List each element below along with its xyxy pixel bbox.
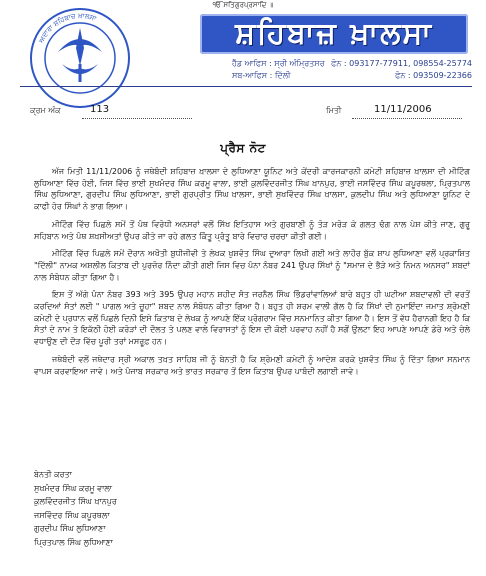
office-details [232, 58, 472, 82]
sub-office-phone: ਫੋਨ : 093509-22366 [395, 71, 472, 80]
body-paragraph: ਜਥੇਬੰਦੀ ਵਲੋਂ ਜਥੇਦਾਰ ਸ੍ਰੀ ਅਕਾਲ ਤਖ਼ਤ ਸਾਹਿਬ ਜੀ ਨੂੰ ਬੇਨਤੀ ਹੈ ਕਿ ਸ਼੍ਰੋਮਣੀ ਕਮੇਟੀ ਨੂੰ ਆਦੇਸ਼ ਕਰਕੇ ਖੁਸ਼ਵੰਤ ਸਿੰਘ ਨੂੰ ਦਿੱਤਾ ਗਿਆ ਸਨਮਾਨ ਵਾਪਸ ਕਰਵਾਇਆ ਜਾਵੇ। ਅਤੇ ਪੰਜਾਬ ਸਰਕਾਰ ਅਤੇ ਭਾਰਤ ਸਰਕਾਰ ਤੋਂ ਇਸ ਕਿਤਾਬ ਉਪਰ ਪਾਬੰਦੀ ਲਗਾਈ ਜਾਵੇ। [34, 354, 470, 376]
signoff-block [34, 468, 334, 549]
date-underline [352, 118, 462, 119]
letterhead-divider [20, 86, 472, 87]
body-paragraph: ਮੀਟਿੰਗ ਵਿੱਚ ਪਿਛਲੇ ਸਮੇਂ ਤੋਂ ਪੰਥ ਵਿਰੋਧੀ ਅਨਸਰਾਂ ਵਲੋਂ ਸਿੱਖ ਇਤਿਹਾਸ ਅਤੇ ਗੁਰਬਾਣੀ ਨੂੰ ਤੋੜ ਮਰੋੜ ਕੇ ਗਲਤ ਢੰਗ ਨਾਲ ਪੇਸ਼ ਕੀਤੇ ਜਾਣ, ਗੁਰੂ ਸਹਿਬਾਨ ਅਤੇ ਪੰਥ ਸ਼ਖ਼ਸੀਅਤਾਂ ਉਪਰ ਕੀਤੇ ਜਾ ਰਹੇ ਗਲਤ ਕਿੰਤੂ ਪ੍ਰੰਤੂ ਬਾਰੇ ਵਿਚਾਰ ਚਰਚਾ ਕੀਤੀ ਗਈ। [34, 219, 470, 241]
press-note-body [34, 166, 470, 383]
reference-number: 113 [90, 104, 110, 115]
khanda-emblem-icon [28, 6, 132, 110]
svg-text:ਅਦਾਰਾ ਸ਼ਹਿਬਾਜ਼ ਖ਼ਾਲਸਾ [37, 12, 98, 45]
document-title: ਪ੍ਰੈਸ ਨੋਟ [220, 141, 266, 155]
body-paragraph: ਮੀਟਿੰਗ ਵਿੱਚ ਪਿਛਲੇ ਸਮੇਂ ਦੌਰਾਨ ਅਖੌਤੀ ਬੁਧੀਜੀਵੀ ਤੇ ਲੇਖਕ ਖੁਸ਼ਵੰਤ ਸਿੰਘ ਦੁਆਰਾ ਲਿਖੀ ਗਈ ਅਤੇ ਲਾਹੌਰ ਬੁੱਕ ਸ਼ਾਪ ਲੁਧਿਆਣਾ ਵਲੋਂ ਪ੍ਰਕਾਸ਼ਿਤ "ਦਿੱਲੀ" ਨਾਮਕ ਅਸ਼ਲੀਲ ਕਿਤਾਬ ਦੀ ਪੁਰਜ਼ੋਰ ਨਿੰਦਾ ਕੀਤੀ ਗਈ ਜਿਸ ਵਿਚ ਪੰਨਾ ਨੰਬਰ 241 ਉਪਰ ਸਿੱਖਾਂ ਨੂੰ "ਸਮਾਜ ਦੇ ਭੈੜੇ ਅਤੇ ਨਿਮਨ ਅਨਸਰ" ਸ਼ਬਦਾਂ ਨਾਲ ਸੰਬੋਧਨ ਕੀਤਾ ਗਿਆ ਹੈ। [34, 249, 470, 282]
signoff-heading: ਬੇਨਤੀ ਕਰਤਾ [34, 470, 72, 479]
sub-office-line [232, 70, 472, 82]
date-label: ਮਿਤੀ [326, 106, 342, 115]
head-office-label: ਹੈੱਡ ਆਫਿਸ : ਸ੍ਰੀ ਅੰਮ੍ਰਿਤਸਰ [232, 59, 325, 68]
signatory-name: ਪ੍ਰਿਤਪਾਲ ਸਿੰਘ ਲੁਧਿਆਣਾ [34, 537, 113, 547]
date-value: 11/11/2006 [374, 104, 432, 115]
reference-label: ਕ੍ਰਮ ਅੰਕ [30, 106, 61, 115]
sub-office-label: ਸਬ-ਆਫਿਸ : ਦਿੱਲੀ [232, 71, 291, 80]
head-office-line [232, 58, 472, 70]
reference-underline [82, 118, 192, 119]
signatory-name: ਜਸਵਿੰਦਰ ਸਿੰਘ ਕਪੂਰਥਲਾ [34, 510, 110, 520]
signatory-name: ਸੁਖਮੰਦਰ ਸਿੰਘ ਕਰਮੂ ਵਾਲਾ [34, 483, 113, 493]
signatory-name: ਗੁਰਦੀਪ ਸਿੰਘ ਲੁਧਿਆਣਾ [34, 524, 106, 533]
signatory-name: ਕੁਲਵਿੰਦਰਜੀਤ ਸਿੰਘ ਖ਼ਾਨਪੁਰ [34, 497, 117, 506]
reference-row [30, 106, 450, 120]
body-paragraph: ਇਸ ਤੋਂ ਅੱਗੇ ਪੰਨਾ ਨੰਬਰ 393 ਅਤੇ 395 ਉਪਰ ਮਹਾਨ ਸ਼ਹੀਦ ਸੰਤ ਜਰਨੈਲ ਸਿੰਘ ਭਿੰਡਰਾਂਵਾਲਿਆਂ ਬਾਰੇ ਬਹੁਤ ਹੀ ਘਟੀਆ ਸ਼ਬਦਾਵਲੀ ਦੀ ਵਰਤੋਂ ਕਰਦਿਆਂ ਸੰਤਾਂ ਲਈ " ਪਾਗਲ ਅਤੇ ਚੂਹਾ" ਸ਼ਬਦ ਨਾਲ ਸੰਬੋਧਨ ਕੀਤਾ ਗਿਆ ਹੈ। ਬਹੁਤ ਹੀ ਸ਼ਰਮ ਵਾਲੀ ਗੱਲ ਹੈ ਕਿ ਸਿੱਖਾਂ ਦੀ ਨੁਮਾਇੰਦਾ ਜਮਾਤ ਸ਼੍ਰੋਮਣੀ ਕਮੇਟੀ ਦੇ ਪ੍ਰਧਾਨ ਵਲੋਂ ਪਿਛਲੇ ਦਿਨੀ ਇਸੇ ਕਿਤਾਬ ਦੇ ਲੇਖਕ ਨੂੰ ਆਪਣੇ ਇੱਕ ਪ੍ਰੋਗਰਾਮ ਵਿੱਚ ਸਨਮਾਨਿਤ ਕੀਤਾ ਗਿਆ ਹੈ। ਇਸ ਤੋਂ ਵੱਧ ਹੈਰਾਨਗੀ ਇਹ ਹੈ ਕਿ ਸੰਤਾਂ ਦੇ ਨਾਮ ਤੇ ਇਕੱਠੀ ਹੋਈ ਕਰੋੜਾਂ ਦੀ ਦੌਲਤ ਤੇ ਪਲਣ ਵਾਲੇ ਵਿਰਾਸਤਾਂ ਨੂੰ ਇਸ ਦੀ ਕੋਈ ਪਰਵਾਹ ਨਹੀਂ ਹੈ ਸਗੋਂ ਉਲਟਾ ਇਹ ਆਪਣੇ ਆਪਣੇ ਡੇਰੇ ਅਤੇ ਚੇਲੇ ਵਧਾਉਣ ਦੀ ਦੌੜ ਵਿੱਚ ਪੂਰੀ ਤਰਾਂ ਮਸਰੂਫ਼ ਹਨ। [34, 290, 470, 347]
head-office-phone: ਫੋਨ : 093177-77911, 098554-25774 [331, 59, 472, 68]
body-paragraph: ਅੱਜ ਮਿਤੀ 11/11/2006 ਨੂੰ ਜਥੇਬੰਦੀ ਸ਼ਹਿਬਾਜ਼ ਖ਼ਾਲਸਾ ਦੇ ਲੁਧਿਆਣਾ ਯੂਨਿਟ ਅਤੇ ਕੇਂਦਰੀ ਕਾਰਜਕਾਰਨੀ ਕਮੇਟੀ ਸ਼ਹਿਬਾਜ਼ ਖ਼ਾਲਸਾ ਦੀ ਮੀਟਿੰਗ ਲੁਧਿਆਣਾ ਵਿੱਚ ਹੋਈ, ਜਿਸ ਵਿੱਚ ਭਾਈ ਸੁਖਮੰਦਰ ਸਿੰਘ ਕਰਮੂ ਵਾਲਾ, ਭਾਈ ਕੁਲਵਿੰਦਰਜੀਤ ਸਿੰਘ ਖ਼ਾਨਪੁਰ, ਭਾਈ ਜਸਵਿੰਦਰ ਸਿੰਘ ਕਪੂਰਥਲਾ, ਪ੍ਰਿਤਪਾਲ ਸਿੰਘ ਲੁਧਿਆਣਾ, ਗੁਰਦੀਪ ਸਿੰਘ ਲੁਧਿਆਣਾ, ਭਾਈ ਗੁਰਪ੍ਰੀਤ ਸਿੰਘ ਖ਼ਾਲਸਾ, ਭਾਈ ਸੁਖਵਿੰਦਰ ਸਿੰਘ ਖ਼ਾਲਸਾ, ਕੁਲਦੀਪ ਸਿੰਘ ਅਤੇ ਲੁਧਿਆਣਾ ਯੂਨਿਟ ਦੇ ਕਾਫੀ ਹੋਰ ਸਿੰਘਾਂ ਨੇ ਭਾਗ ਲਿਆ। [34, 167, 470, 212]
top-invocation: ੴ ਸਤਿਗੁਰਪ੍ਰਸਾਦਿ ॥ [212, 1, 274, 9]
emblem-ring-text: ਅਦਾਰਾ ਸ਼ਹਿਬਾਜ਼ ਖ਼ਾਲਸਾ [37, 11, 98, 45]
organisation-name: ਸ਼ਹਿਬਾਜ਼ ਖ਼ਾਲਸਾ [200, 14, 468, 54]
